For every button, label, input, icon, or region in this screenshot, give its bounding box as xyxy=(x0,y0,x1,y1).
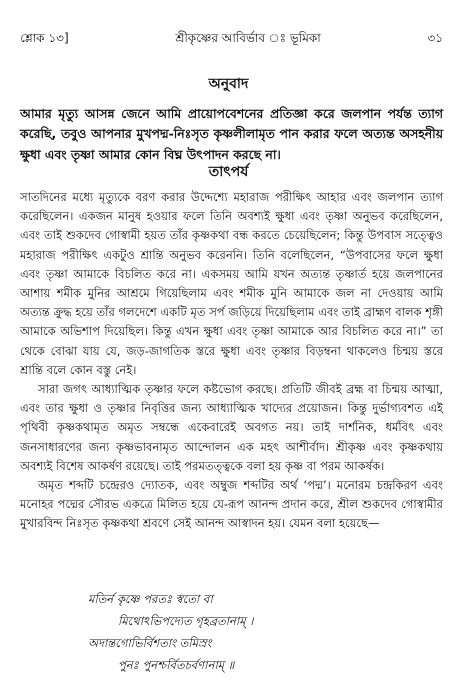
purport-heading: তাৎপর্য xyxy=(208,164,249,180)
verse-line-2: মিথোঽভিপদ্যেত গৃহব্রতানাম্ । xyxy=(118,614,254,628)
verse-line-4: পুনঃ পুনশ্চর্বিতচর্বণানাম্ ॥ xyxy=(118,658,235,672)
quoted-verse xyxy=(88,588,253,676)
translation-heading: অনুবাদ xyxy=(208,76,249,92)
running-head xyxy=(20,30,443,50)
purport-paragraph-2: সারা জগৎ আধ্যাত্মিক তৃষ্ণার ফলে কষ্টভোগ করছে। প্রতিটি জীবই ব্রহ্ম বা চিন্ময় আত্মা, এবং তার ক্ষুধা ও তৃষ্ণার নিবৃত্তির জন্য আধ্যাত্মিক খাদ্যের প্রয়োজন। কিন্তু দুর্ভাগ্যবশত এই পৃথিবী কৃষ্ণকথামৃত অমৃত সম্বন্ধে একেবারেই অবগত নয়। তাই দার্শনিক, ধর্মবিৎ এবং জনসাধারণের জন্য কৃষ্ণভাবনামৃত আন্দোলন এক মহৎ আশীর্বাদ। শ্রীকৃষ্ণ এবং কৃষ্ণকথায় অবশ্যই বিশেষ আকর্ষণ রয়েছে। তাই পরমতত্ত্বকে বলা হয় কৃষ্ণ বা পরম আকর্ষক। xyxy=(20,382,443,473)
purport-paragraph-1: সাতদিনের মধ্যে মৃত্যুকে বরণ করার উদ্দেশ্যে মহারাজ পরীক্ষিৎ আহার এবং জলপান ত্যাগ করেছিলেন। একজন মানুষ হওয়ার ফলে তিনি অবশ্যই ক্ষুধা এবং তৃষ্ণা অনুভব করেছিলেন, এবং তাই শুকদেব গোস্বামী হয়ত তাঁর কৃষ্ণকথা বন্ধ করতে চেয়েছিলেন; কিন্তু উপবাস সত্ত্বেও মহারাজ পরীক্ষিৎ একটুও শ্রান্তি অনুভব করেননি। তিনি বলেছিলেন, “উপবাসের ফলে ক্ষুধা এবং তৃষ্ণা আমাকে বিচলিত করে না। একসময় আমি যখন অত্যন্ত তৃষ্ণার্ত হয়ে জলপানের আশায় শমীক মুনির আশ্রমে গিয়েছিলাম এবং শমীক মুনি আমাকে জল না দেওয়ায় আমি অত্যন্ত ক্রুদ্ধ হয়ে তাঁর গলদেশে একটি মৃত সর্প জড়িয়ে দিয়েছিলাম এবং তাই ব্রাহ্মণ বালক শৃঙ্গী আমাকে অভিশাপ দিয়েছিল। কিন্তু এখন ক্ষুধা এবং তৃষ্ণা আমাকে আর বিচলিত করে না।” তা থেকে বোঝা যায় যে, জড়-জাগতিক স্তরে ক্ষুধা এবং তৃষ্ণার বিড়ম্বনা থাকলেও চিন্ময় স্তরে শ্রান্তি বলে কোন বস্তু নেই। xyxy=(20,190,443,377)
purport-body xyxy=(20,188,443,534)
verse-line-1: মতির্ন কৃষ্ণে পরতঃ স্বতো বা xyxy=(88,592,213,606)
verse-reference: শ্লোক ১৩] xyxy=(20,31,69,45)
verse-line-3: অদান্তগোভির্বিশতাং তমিস্রং xyxy=(88,636,212,650)
page-number: ৩১ xyxy=(427,31,443,45)
chapter-title: শ্রীকৃষ্ণের আবির্ভাব ঃ ভূমিকা xyxy=(175,31,321,45)
purport-paragraph-3: অমৃত শব্দটি চন্দ্রেরও দ্যোতক, এবং অম্বুজ শব্দটির অর্থ ‘পদ্ম’। মনোরম চন্দ্রকিরণ এবং মনোহর পদ্মের সৌরভ একত্রে মিলিত হয়ে যে-রূপ আনন্দ প্রদান করে, শ্রীল শুকদেব গোস্বামীর মুখারবিন্দ নিঃসৃত কৃষ্ণকথা শ্রবণে সেই আনন্দ আস্বাদন হয়। যেমন বলা হয়েছে— xyxy=(20,478,443,531)
translation-text: আমার মৃত্যু আসন্ন জেনে আমি প্রায়োপবেশনের প্রতিজ্ঞা করে জলপান পর্যন্ত ত্যাগ করেছি, তবুও আপনার মুখপদ্ম-নিঃসৃত কৃষ্ণলীলামৃত পান করার ফলে অত্যন্ত অসহনীয় ক্ষুধা এবং তৃষ্ণা আমার কোন বিঘ্ন উৎপাদন করছে না। xyxy=(20,106,444,162)
